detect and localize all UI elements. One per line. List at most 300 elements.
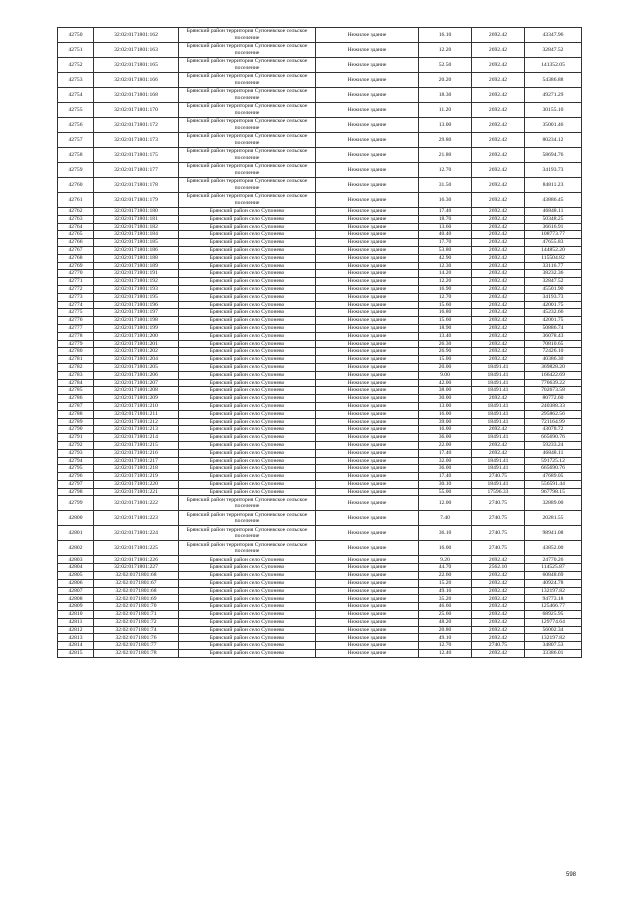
area-cell: 55.00 — [419, 488, 472, 496]
row-number-cell: 42776 — [58, 317, 94, 325]
cadastral-value-cell: 36616.91 — [525, 223, 582, 231]
table-row — [58, 88, 582, 103]
specific-value-cell: 2692.42 — [472, 239, 525, 247]
specific-value-cell: 2692.42 — [472, 348, 525, 356]
object-type-cell: Нежилое здание — [316, 595, 419, 603]
address-cell: Брянский район село Супонево — [179, 262, 316, 270]
specific-value-cell: 18491.41 — [472, 410, 525, 418]
address-cell: Брянский район село Супонево — [179, 587, 316, 595]
address-cell: Брянский район территория Супоневское сельское поселение — [179, 28, 316, 43]
table-row — [58, 43, 582, 58]
table-row — [58, 348, 582, 356]
row-number-cell: 42786 — [58, 395, 94, 403]
area-cell: 32.00 — [419, 457, 472, 465]
area-cell: 12.00 — [419, 496, 472, 511]
cadastral-value-cell: 32889.00 — [525, 496, 582, 511]
area-cell: 17.70 — [419, 239, 472, 247]
specific-value-cell: 2692.42 — [472, 579, 525, 587]
cadastral-number-cell: 32:02:0171801:214 — [94, 434, 179, 442]
address-cell: Брянский район село Супонево — [179, 379, 316, 387]
cadastral-number-cell: 32:02:0171801:192 — [94, 278, 179, 286]
cadastral-number-cell: 32:02:0171801:222 — [94, 496, 179, 511]
table-row — [58, 556, 582, 564]
table-body — [58, 28, 582, 658]
cadastral-value-cell: 295862.56 — [525, 410, 582, 418]
area-cell: 13.00 — [419, 402, 472, 410]
table-row — [58, 618, 582, 626]
cadastral-number-cell: 32:02:0171801:185 — [94, 239, 179, 247]
row-number-cell: 42772 — [58, 285, 94, 293]
table-row — [58, 379, 582, 387]
address-cell: Брянский район село Супонево — [179, 449, 316, 457]
cadastral-value-cell: 556591.44 — [525, 480, 582, 488]
object-type-cell: Нежилое здание — [316, 215, 419, 223]
cadastral-number-cell: 32:02:0171801:220 — [94, 480, 179, 488]
object-type-cell: Нежилое здание — [316, 133, 419, 148]
cadastral-value-cell: 166422.69 — [525, 371, 582, 379]
area-cell: 26.90 — [419, 348, 472, 356]
table-row — [58, 526, 582, 541]
cadastral-value-cell: 42001.75 — [525, 301, 582, 309]
table-row — [58, 488, 582, 496]
table-row — [58, 634, 582, 642]
object-type-cell: Нежилое здание — [316, 564, 419, 572]
cadastral-value-cell: 43852.00 — [525, 541, 582, 556]
area-cell: 16.10 — [419, 28, 472, 43]
cadastral-number-cell: 32:02:0171801:68 — [94, 587, 179, 595]
area-cell: 18.30 — [419, 88, 472, 103]
specific-value-cell: 2692.42 — [472, 611, 525, 619]
address-cell: Брянский район территория Супоневское сельское поселение — [179, 193, 316, 208]
object-type-cell: Нежилое здание — [316, 465, 419, 473]
cadastral-number-cell: 32:02:0171801:212 — [94, 418, 179, 426]
specific-value-cell: 18491.41 — [472, 434, 525, 442]
cadastral-value-cell: 50348.25 — [525, 215, 582, 223]
address-cell: Брянский район село Супонево — [179, 340, 316, 348]
row-number-cell: 42793 — [58, 449, 94, 457]
area-cell: 48.20 — [419, 618, 472, 626]
table-row — [58, 58, 582, 73]
object-type-cell: Нежилое здание — [316, 309, 419, 317]
row-number-cell: 42794 — [58, 457, 94, 465]
object-type-cell: Нежилое здание — [316, 618, 419, 626]
object-type-cell: Нежилое здание — [316, 572, 419, 580]
area-cell: 17.40 — [419, 449, 472, 457]
object-type-cell: Нежилое здание — [316, 441, 419, 449]
cadastral-value-sheet — [57, 27, 581, 658]
cadastral-value-cell: 43886.45 — [525, 193, 582, 208]
specific-value-cell: 2740.75 — [472, 541, 525, 556]
object-type-cell: Нежилое здание — [316, 348, 419, 356]
specific-value-cell: 2740.75 — [472, 473, 525, 481]
address-cell: Брянский район село Супонево — [179, 348, 316, 356]
table-row — [58, 324, 582, 332]
address-cell: Брянский район село Супонево — [179, 556, 316, 564]
area-cell: 13.00 — [419, 118, 472, 133]
specific-value-cell: 2692.42 — [472, 103, 525, 118]
specific-value-cell: 2692.42 — [472, 556, 525, 564]
object-type-cell: Нежилое здание — [316, 88, 419, 103]
area-cell: 31.50 — [419, 178, 472, 193]
cadastral-number-cell: 32:02:0171801:166 — [94, 73, 179, 88]
address-cell: Брянский район село Супонево — [179, 626, 316, 634]
area-cell: 16.80 — [419, 309, 472, 317]
cadastral-number-cell: 32:02:0171801:210 — [94, 402, 179, 410]
address-cell: Брянский район село Супонево — [179, 603, 316, 611]
area-cell: 7.40 — [419, 511, 472, 526]
area-cell: 12.20 — [419, 278, 472, 286]
specific-value-cell: 2692.42 — [472, 634, 525, 642]
cadastral-number-cell: 32:02:0171801:67 — [94, 579, 179, 587]
cadastral-value-cell: 40386.30 — [525, 356, 582, 364]
object-type-cell: Нежилое здание — [316, 193, 419, 208]
address-cell: Брянский район село Супонево — [179, 634, 316, 642]
cadastral-value-cell: 665690.76 — [525, 434, 582, 442]
object-type-cell: Нежилое здание — [316, 395, 419, 403]
table-row — [58, 402, 582, 410]
row-number-cell: 42751 — [58, 43, 94, 58]
cadastral-number-cell: 32:02:0171801:197 — [94, 309, 179, 317]
cadastral-number-cell: 32:02:0171801:221 — [94, 488, 179, 496]
cadastral-number-cell: 32:02:0171801:168 — [94, 88, 179, 103]
row-number-cell: 42777 — [58, 324, 94, 332]
cadastral-number-cell: 32:02:0171801:172 — [94, 118, 179, 133]
address-cell: Брянский район территория Супоневское сельское поселение — [179, 163, 316, 178]
area-cell: 12.40 — [419, 650, 472, 658]
cadastral-number-cell: 32:02:0171801:224 — [94, 526, 179, 541]
area-cell: 49.10 — [419, 634, 472, 642]
cadastral-number-cell: 32:02:0171801:68 — [94, 572, 179, 580]
address-cell: Брянский район территория Супоневское сельское поселение — [179, 43, 316, 58]
cadastral-number-cell: 32:02:0171801:175 — [94, 148, 179, 163]
row-number-cell: 42806 — [58, 579, 94, 587]
page-number: 598 — [566, 872, 577, 878]
cadastral-number-cell: 32:02:0171801:191 — [94, 270, 179, 278]
address-cell: Брянский район территория Супоневское сельское поселение — [179, 541, 316, 556]
table-row — [58, 239, 582, 247]
table-row — [58, 642, 582, 650]
table-row — [58, 426, 582, 434]
object-type-cell: Нежилое здание — [316, 58, 419, 73]
area-cell: 16.90 — [419, 285, 472, 293]
cadastral-value-cell: 46848.11 — [525, 208, 582, 216]
address-cell: Брянский район территория Супоневское сельское поселение — [179, 178, 316, 193]
address-cell: Брянский район село Супонево — [179, 356, 316, 364]
address-cell: Брянский район территория Супоневское сельское поселение — [179, 148, 316, 163]
area-cell: 20.00 — [419, 363, 472, 371]
cadastral-value-cell: 43078.72 — [525, 426, 582, 434]
object-type-cell: Нежилое здание — [316, 579, 419, 587]
cadastral-number-cell: 32:02:0171801:177 — [94, 163, 179, 178]
cadastral-value-cell: 369828.20 — [525, 363, 582, 371]
area-cell: 9.20 — [419, 556, 472, 564]
address-cell: Брянский район село Супонево — [179, 564, 316, 572]
address-cell: Брянский район село Супонево — [179, 650, 316, 658]
address-cell: Брянский район село Супонево — [179, 215, 316, 223]
area-cell: 17.40 — [419, 473, 472, 481]
area-cell: 13.40 — [419, 332, 472, 340]
address-cell: Брянский район село Супонево — [179, 239, 316, 247]
specific-value-cell: 2692.42 — [472, 317, 525, 325]
cadastral-number-cell: 32:02:0171801:186 — [94, 246, 179, 254]
cadastral-number-cell: 32:02:0171801:207 — [94, 379, 179, 387]
table-row — [58, 363, 582, 371]
object-type-cell: Нежилое здание — [316, 301, 419, 309]
table-row — [58, 262, 582, 270]
object-type-cell: Нежилое здание — [316, 541, 419, 556]
cadastral-number-cell: 32:02:0171801:198 — [94, 317, 179, 325]
row-number-cell: 42788 — [58, 410, 94, 418]
cadastral-value-cell: 24770.26 — [525, 556, 582, 564]
specific-value-cell: 2692.42 — [472, 626, 525, 634]
row-number-cell: 42760 — [58, 178, 94, 193]
object-type-cell: Нежилое здание — [316, 488, 419, 496]
cadastral-value-cell: 47689.05 — [525, 473, 582, 481]
table-row — [58, 231, 582, 239]
cadastral-number-cell: 32:02:0171801:208 — [94, 387, 179, 395]
specific-value-cell: 2692.42 — [472, 301, 525, 309]
cadastral-value-cell: 68925.95 — [525, 611, 582, 619]
table-row — [58, 163, 582, 178]
specific-value-cell: 2692.42 — [472, 43, 525, 58]
object-type-cell: Нежилое здание — [316, 231, 419, 239]
row-number-cell: 42754 — [58, 88, 94, 103]
row-number-cell: 42803 — [58, 556, 94, 564]
address-cell: Брянский район село Супонево — [179, 465, 316, 473]
cadastral-value-cell: 46848.11 — [525, 449, 582, 457]
object-type-cell: Нежилое здание — [316, 634, 419, 642]
object-type-cell: Нежилое здание — [316, 332, 419, 340]
area-cell: 42.90 — [419, 254, 472, 262]
row-number-cell: 42792 — [58, 441, 94, 449]
cadastral-number-cell: 32:02:0171801:193 — [94, 285, 179, 293]
area-cell: 12.70 — [419, 642, 472, 650]
specific-value-cell: 2692.42 — [472, 254, 525, 262]
cadastral-value-cell: 33116.77 — [525, 262, 582, 270]
cadastral-value-cell: 54386.88 — [525, 73, 582, 88]
area-cell: 25.60 — [419, 611, 472, 619]
table-row — [58, 340, 582, 348]
row-number-cell: 42813 — [58, 634, 94, 642]
address-cell: Брянский район село Супонево — [179, 488, 316, 496]
cadastral-number-cell: 32:02:0171801:196 — [94, 301, 179, 309]
address-cell: Брянский район территория Супоневское сельское поселение — [179, 58, 316, 73]
address-cell: Брянский район территория Супоневское сельское поселение — [179, 73, 316, 88]
cadastral-number-cell: 32:02:0171801:201 — [94, 340, 179, 348]
area-cell: 18.70 — [419, 215, 472, 223]
address-cell: Брянский район село Супонево — [179, 371, 316, 379]
area-cell: 52.50 — [419, 58, 472, 73]
cadastral-value-cell: 125466.77 — [525, 603, 582, 611]
specific-value-cell: 2692.42 — [472, 246, 525, 254]
table-row — [58, 564, 582, 572]
area-cell: 39.00 — [419, 418, 472, 426]
specific-value-cell: 2692.42 — [472, 133, 525, 148]
cadastral-number-cell: 32:02:0171801:162 — [94, 28, 179, 43]
row-number-cell: 42779 — [58, 340, 94, 348]
specific-value-cell: 18491.41 — [472, 465, 525, 473]
address-cell: Брянский район село Супонево — [179, 473, 316, 481]
row-number-cell: 42771 — [58, 278, 94, 286]
cadastral-number-cell: 32:02:0171801:74 — [94, 626, 179, 634]
object-type-cell: Нежилое здание — [316, 526, 419, 541]
object-type-cell: Нежилое здание — [316, 626, 419, 634]
specific-value-cell: 2692.42 — [472, 208, 525, 216]
table-row — [58, 133, 582, 148]
address-cell: Брянский район село Супонево — [179, 208, 316, 216]
address-cell: Брянский район село Супонево — [179, 618, 316, 626]
address-cell: Брянский район территория Супоневское сельское поселение — [179, 511, 316, 526]
cadastral-value-cell: 115504.82 — [525, 254, 582, 262]
object-type-cell: Нежилое здание — [316, 254, 419, 262]
object-type-cell: Нежилое здание — [316, 270, 419, 278]
address-cell: Брянский район село Супонево — [179, 418, 316, 426]
table-row — [58, 473, 582, 481]
cadastral-number-cell: 32:02:0171801:181 — [94, 215, 179, 223]
object-type-cell: Нежилое здание — [316, 73, 419, 88]
row-number-cell: 42781 — [58, 356, 94, 364]
specific-value-cell: 2692.42 — [472, 215, 525, 223]
cadastral-value-cell: 114525.87 — [525, 564, 582, 572]
specific-value-cell: 2692.42 — [472, 340, 525, 348]
cadastral-number-cell: 32:02:0171801:170 — [94, 103, 179, 118]
object-type-cell: Нежилое здание — [316, 611, 419, 619]
area-cell: 17.40 — [419, 208, 472, 216]
cadastral-value-cell: 967798.15 — [525, 488, 582, 496]
row-number-cell: 42766 — [58, 239, 94, 247]
cadastral-value-cell: 141352.05 — [525, 58, 582, 73]
specific-value-cell: 2692.42 — [472, 163, 525, 178]
table-row — [58, 332, 582, 340]
area-cell: 16.00 — [419, 541, 472, 556]
area-cell: 15.20 — [419, 579, 472, 587]
cadastral-number-cell: 32:02:0171801:217 — [94, 457, 179, 465]
area-cell: 26.30 — [419, 340, 472, 348]
cadastral-value-cell: 50886.74 — [525, 324, 582, 332]
table-row — [58, 387, 582, 395]
specific-value-cell: 2562.10 — [472, 564, 525, 572]
table-row — [58, 73, 582, 88]
area-cell: 44.70 — [419, 564, 472, 572]
address-cell: Брянский район село Супонево — [179, 270, 316, 278]
row-number-cell: 42753 — [58, 73, 94, 88]
address-cell: Брянский район село Супонево — [179, 332, 316, 340]
object-type-cell: Нежилое здание — [316, 118, 419, 133]
area-cell: 36.00 — [419, 434, 472, 442]
cadastral-value-cell: 59233.24 — [525, 441, 582, 449]
cadastral-number-cell: 32:02:0171801:204 — [94, 356, 179, 364]
area-cell: 13.60 — [419, 223, 472, 231]
row-number-cell: 42800 — [58, 511, 94, 526]
specific-value-cell: 2692.42 — [472, 587, 525, 595]
row-number-cell: 42780 — [58, 348, 94, 356]
specific-value-cell: 18491.41 — [472, 480, 525, 488]
cadastral-value-cell: 36078.43 — [525, 332, 582, 340]
object-type-cell: Нежилое здание — [316, 379, 419, 387]
cadastral-value-cell: 47655.83 — [525, 239, 582, 247]
row-number-cell: 42768 — [58, 254, 94, 262]
area-cell: 20.80 — [419, 626, 472, 634]
area-cell: 16.00 — [419, 426, 472, 434]
row-number-cell: 42798 — [58, 488, 94, 496]
row-number-cell: 42797 — [58, 480, 94, 488]
row-number-cell: 42812 — [58, 626, 94, 634]
cadastral-value-cell: 80772.60 — [525, 395, 582, 403]
specific-value-cell: 2692.42 — [472, 324, 525, 332]
row-number-cell: 42770 — [58, 270, 94, 278]
row-number-cell: 42775 — [58, 309, 94, 317]
specific-value-cell: 2692.42 — [472, 28, 525, 43]
cadastral-value-cell: 80234.12 — [525, 133, 582, 148]
specific-value-cell: 18491.41 — [472, 418, 525, 426]
area-cell: 20.20 — [419, 73, 472, 88]
specific-value-cell: 2692.42 — [472, 270, 525, 278]
cadastral-value-cell: 45501.90 — [525, 285, 582, 293]
object-type-cell: Нежилое здание — [316, 246, 419, 254]
cadastral-number-cell: 32:02:0171801:70 — [94, 603, 179, 611]
address-cell: Брянский район территория Супоневское сельское поселение — [179, 118, 316, 133]
table-row — [58, 611, 582, 619]
specific-value-cell: 2692.42 — [472, 58, 525, 73]
table-row — [58, 650, 582, 658]
address-cell: Брянский район село Супонево — [179, 278, 316, 286]
specific-value-cell: 2692.42 — [472, 73, 525, 88]
cadastral-value-cell: 34807.53 — [525, 642, 582, 650]
row-number-cell: 42764 — [58, 223, 94, 231]
table-row — [58, 193, 582, 208]
area-cell: 12.70 — [419, 163, 472, 178]
cadastral-value-cell: 60848.69 — [525, 572, 582, 580]
table-row — [58, 449, 582, 457]
area-cell: 16.30 — [419, 193, 472, 208]
table-row — [58, 317, 582, 325]
specific-value-cell: 2692.42 — [472, 426, 525, 434]
cadastral-number-cell: 32:02:0171801:209 — [94, 395, 179, 403]
specific-value-cell: 2740.75 — [472, 526, 525, 541]
cadastral-value-cell: 72426.10 — [525, 348, 582, 356]
area-cell: 21.80 — [419, 148, 472, 163]
cadastral-value-cell: 702673.58 — [525, 387, 582, 395]
object-type-cell: Нежилое здание — [316, 473, 419, 481]
object-type-cell: Нежилое здание — [316, 434, 419, 442]
table-row — [58, 28, 582, 43]
area-cell: 40.40 — [419, 231, 472, 239]
object-type-cell: Нежилое здание — [316, 28, 419, 43]
cadastral-number-cell: 32:02:0171801:69 — [94, 595, 179, 603]
row-number-cell: 42805 — [58, 572, 94, 580]
specific-value-cell: 18491.41 — [472, 363, 525, 371]
row-number-cell: 42796 — [58, 473, 94, 481]
address-cell: Брянский район село Супонево — [179, 642, 316, 650]
table-row — [58, 223, 582, 231]
specific-value-cell: 2740.75 — [472, 511, 525, 526]
address-cell: Брянский район село Супонево — [179, 410, 316, 418]
object-type-cell: Нежилое здание — [316, 402, 419, 410]
cadastral-value-cell: 70810.65 — [525, 340, 582, 348]
cadastral-value-cell: 45232.66 — [525, 309, 582, 317]
cadastral-number-cell: 32:02:0171801:205 — [94, 363, 179, 371]
specific-value-cell: 18491.41 — [472, 402, 525, 410]
table-row — [58, 371, 582, 379]
cadastral-number-cell: 32:02:0171801:211 — [94, 410, 179, 418]
table-row — [58, 285, 582, 293]
cadastral-number-cell: 32:02:0171801:173 — [94, 133, 179, 148]
cadastral-value-cell: 49271.29 — [525, 88, 582, 103]
table-row — [58, 457, 582, 465]
area-cell: 38.00 — [419, 387, 472, 395]
row-number-cell: 42773 — [58, 293, 94, 301]
address-cell: Брянский район село Супонево — [179, 611, 316, 619]
